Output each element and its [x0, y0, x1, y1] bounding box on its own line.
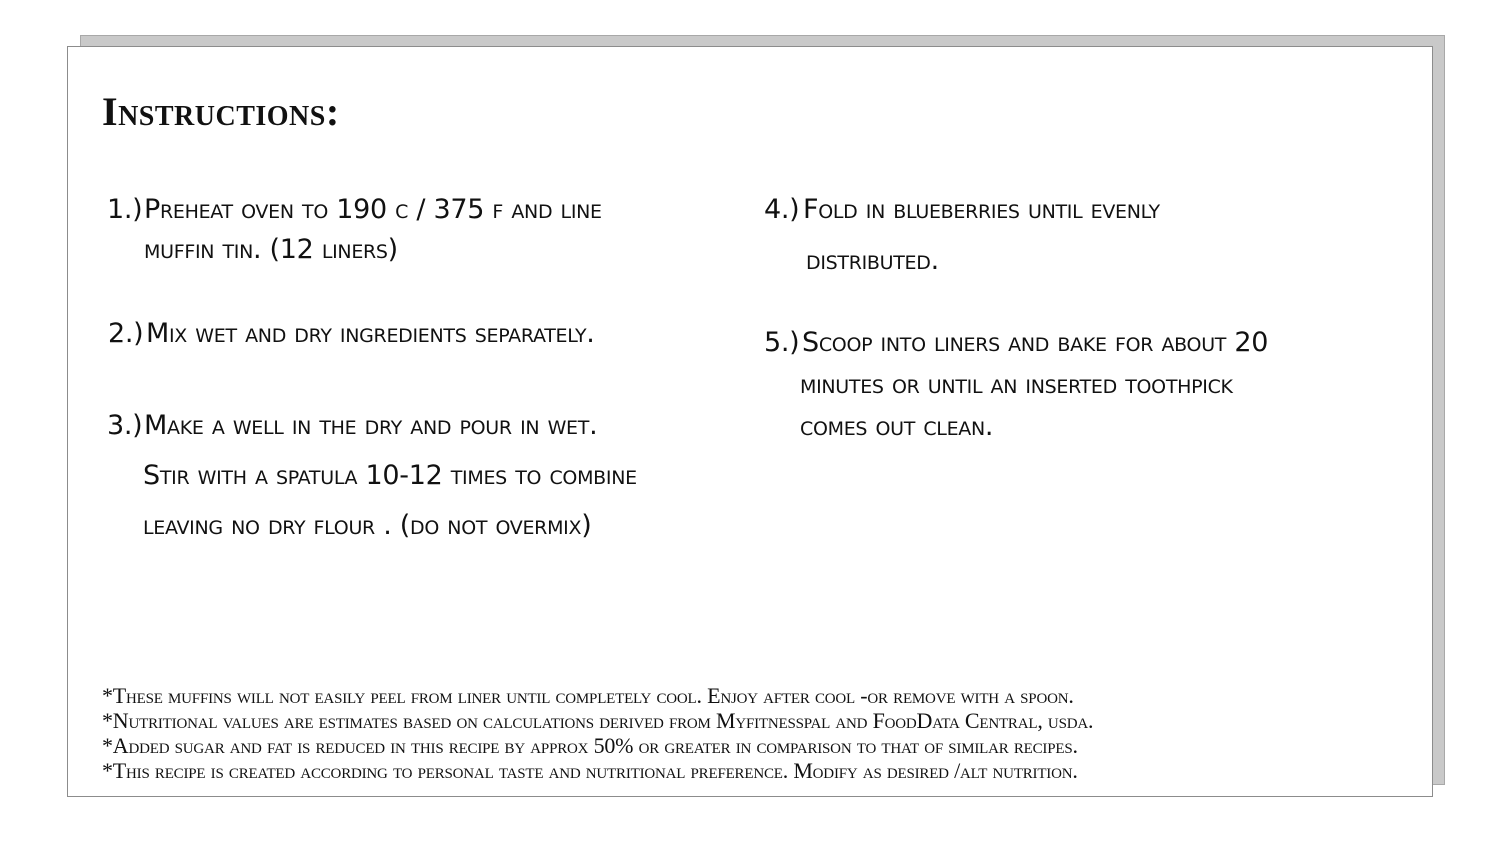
step-text-line: distributed.	[806, 245, 939, 276]
step-number: 3.)	[107, 410, 143, 441]
step-text-line: Fold in blueberries until evenly	[803, 194, 1160, 225]
step-number: 1.)	[107, 194, 143, 225]
step-number: 2.)	[108, 318, 144, 349]
footnote: *Added sugar and fat is reduced in this recipe by approx 50% or greater in comparison to that of similar recipes.	[102, 733, 1078, 758]
footnote: *Nutritional values are estimates based on calculations derived from Myfitnesspal and FoodData Central, usda.	[102, 708, 1094, 733]
step-text-line: Preheat oven to 190 c / 375 f and line	[144, 194, 602, 225]
step-number: 5.)	[764, 327, 800, 358]
step-text-line: Scoop into liners and bake for about 20	[802, 327, 1269, 358]
step-text-line: comes out clean.	[800, 411, 994, 442]
step-number: 4.)	[764, 194, 800, 225]
step-text-line: Stir with a spatula 10-12 times to combine	[143, 460, 637, 491]
footnotes	[102, 683, 1093, 783]
step-text-line: muffin tin. (12 liners)	[144, 234, 398, 265]
instructions-title: Instructions:	[102, 89, 340, 134]
step-text-line: leaving no dry flour . (do not overmix)	[143, 510, 592, 541]
step-text-line: Make a well in the dry and pour in wet.	[144, 410, 598, 441]
step-text-line: minutes or until an inserted toothpick	[800, 369, 1233, 400]
footnote: *This recipe is created according to personal taste and nutritional preference. Modify as desired /alt nutrition.	[102, 758, 1078, 783]
footnote: *These muffins will not easily peel from liner until completely cool. Enjoy after cool -or remove with a spoon.	[102, 683, 1074, 708]
step-text-line: Mix wet and dry ingredients separately.	[146, 318, 595, 349]
